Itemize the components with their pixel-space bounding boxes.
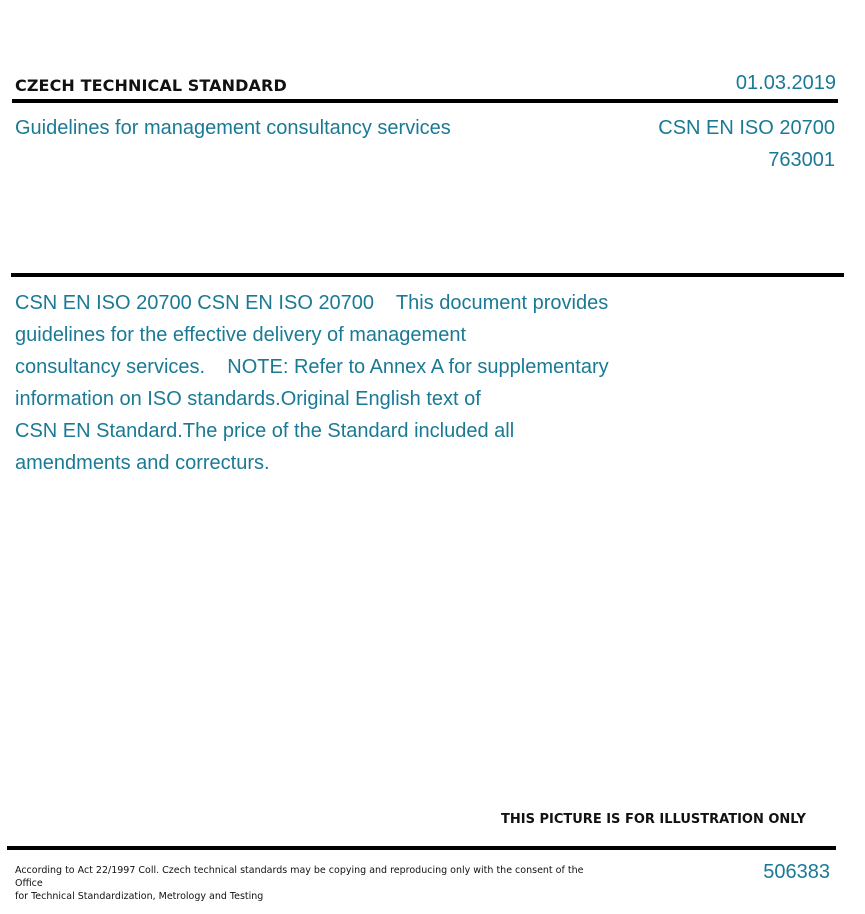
illustration-note: THIS PICTURE IS FOR ILLUSTRATION ONLY bbox=[501, 812, 806, 827]
legal-note-line-2: for Technical Standardization, Metrology and Testing bbox=[15, 891, 264, 902]
standard-abstract: CSN EN ISO 20700 CSN EN ISO 20700 This document provides guidelines for the effective delivery of management consultancy services. NOTE: Refer to Annex A for supplementary information on ISO standards.Original English text of CSN EN Standard.The price of the Standard included all amendments and correcturs. bbox=[15, 292, 609, 474]
middle-divider bbox=[11, 273, 844, 277]
top-divider bbox=[12, 99, 838, 103]
footer-number: 506383 bbox=[763, 861, 830, 883]
standard-class-code: 763001 bbox=[768, 149, 835, 171]
legal-note-line-1: According to Act 22/1997 Coll. Czech technical standards may be copying and reproducing only with the consent of the Office bbox=[15, 865, 584, 889]
legal-note bbox=[15, 864, 585, 903]
standard-subtitle: Guidelines for management consultancy services bbox=[15, 117, 451, 139]
bottom-divider bbox=[7, 846, 836, 850]
standard-number: CSN EN ISO 20700 bbox=[658, 117, 835, 139]
document-header-title: CZECH TECHNICAL STANDARD bbox=[15, 76, 287, 95]
document-date: 01.03.2019 bbox=[735, 72, 836, 94]
